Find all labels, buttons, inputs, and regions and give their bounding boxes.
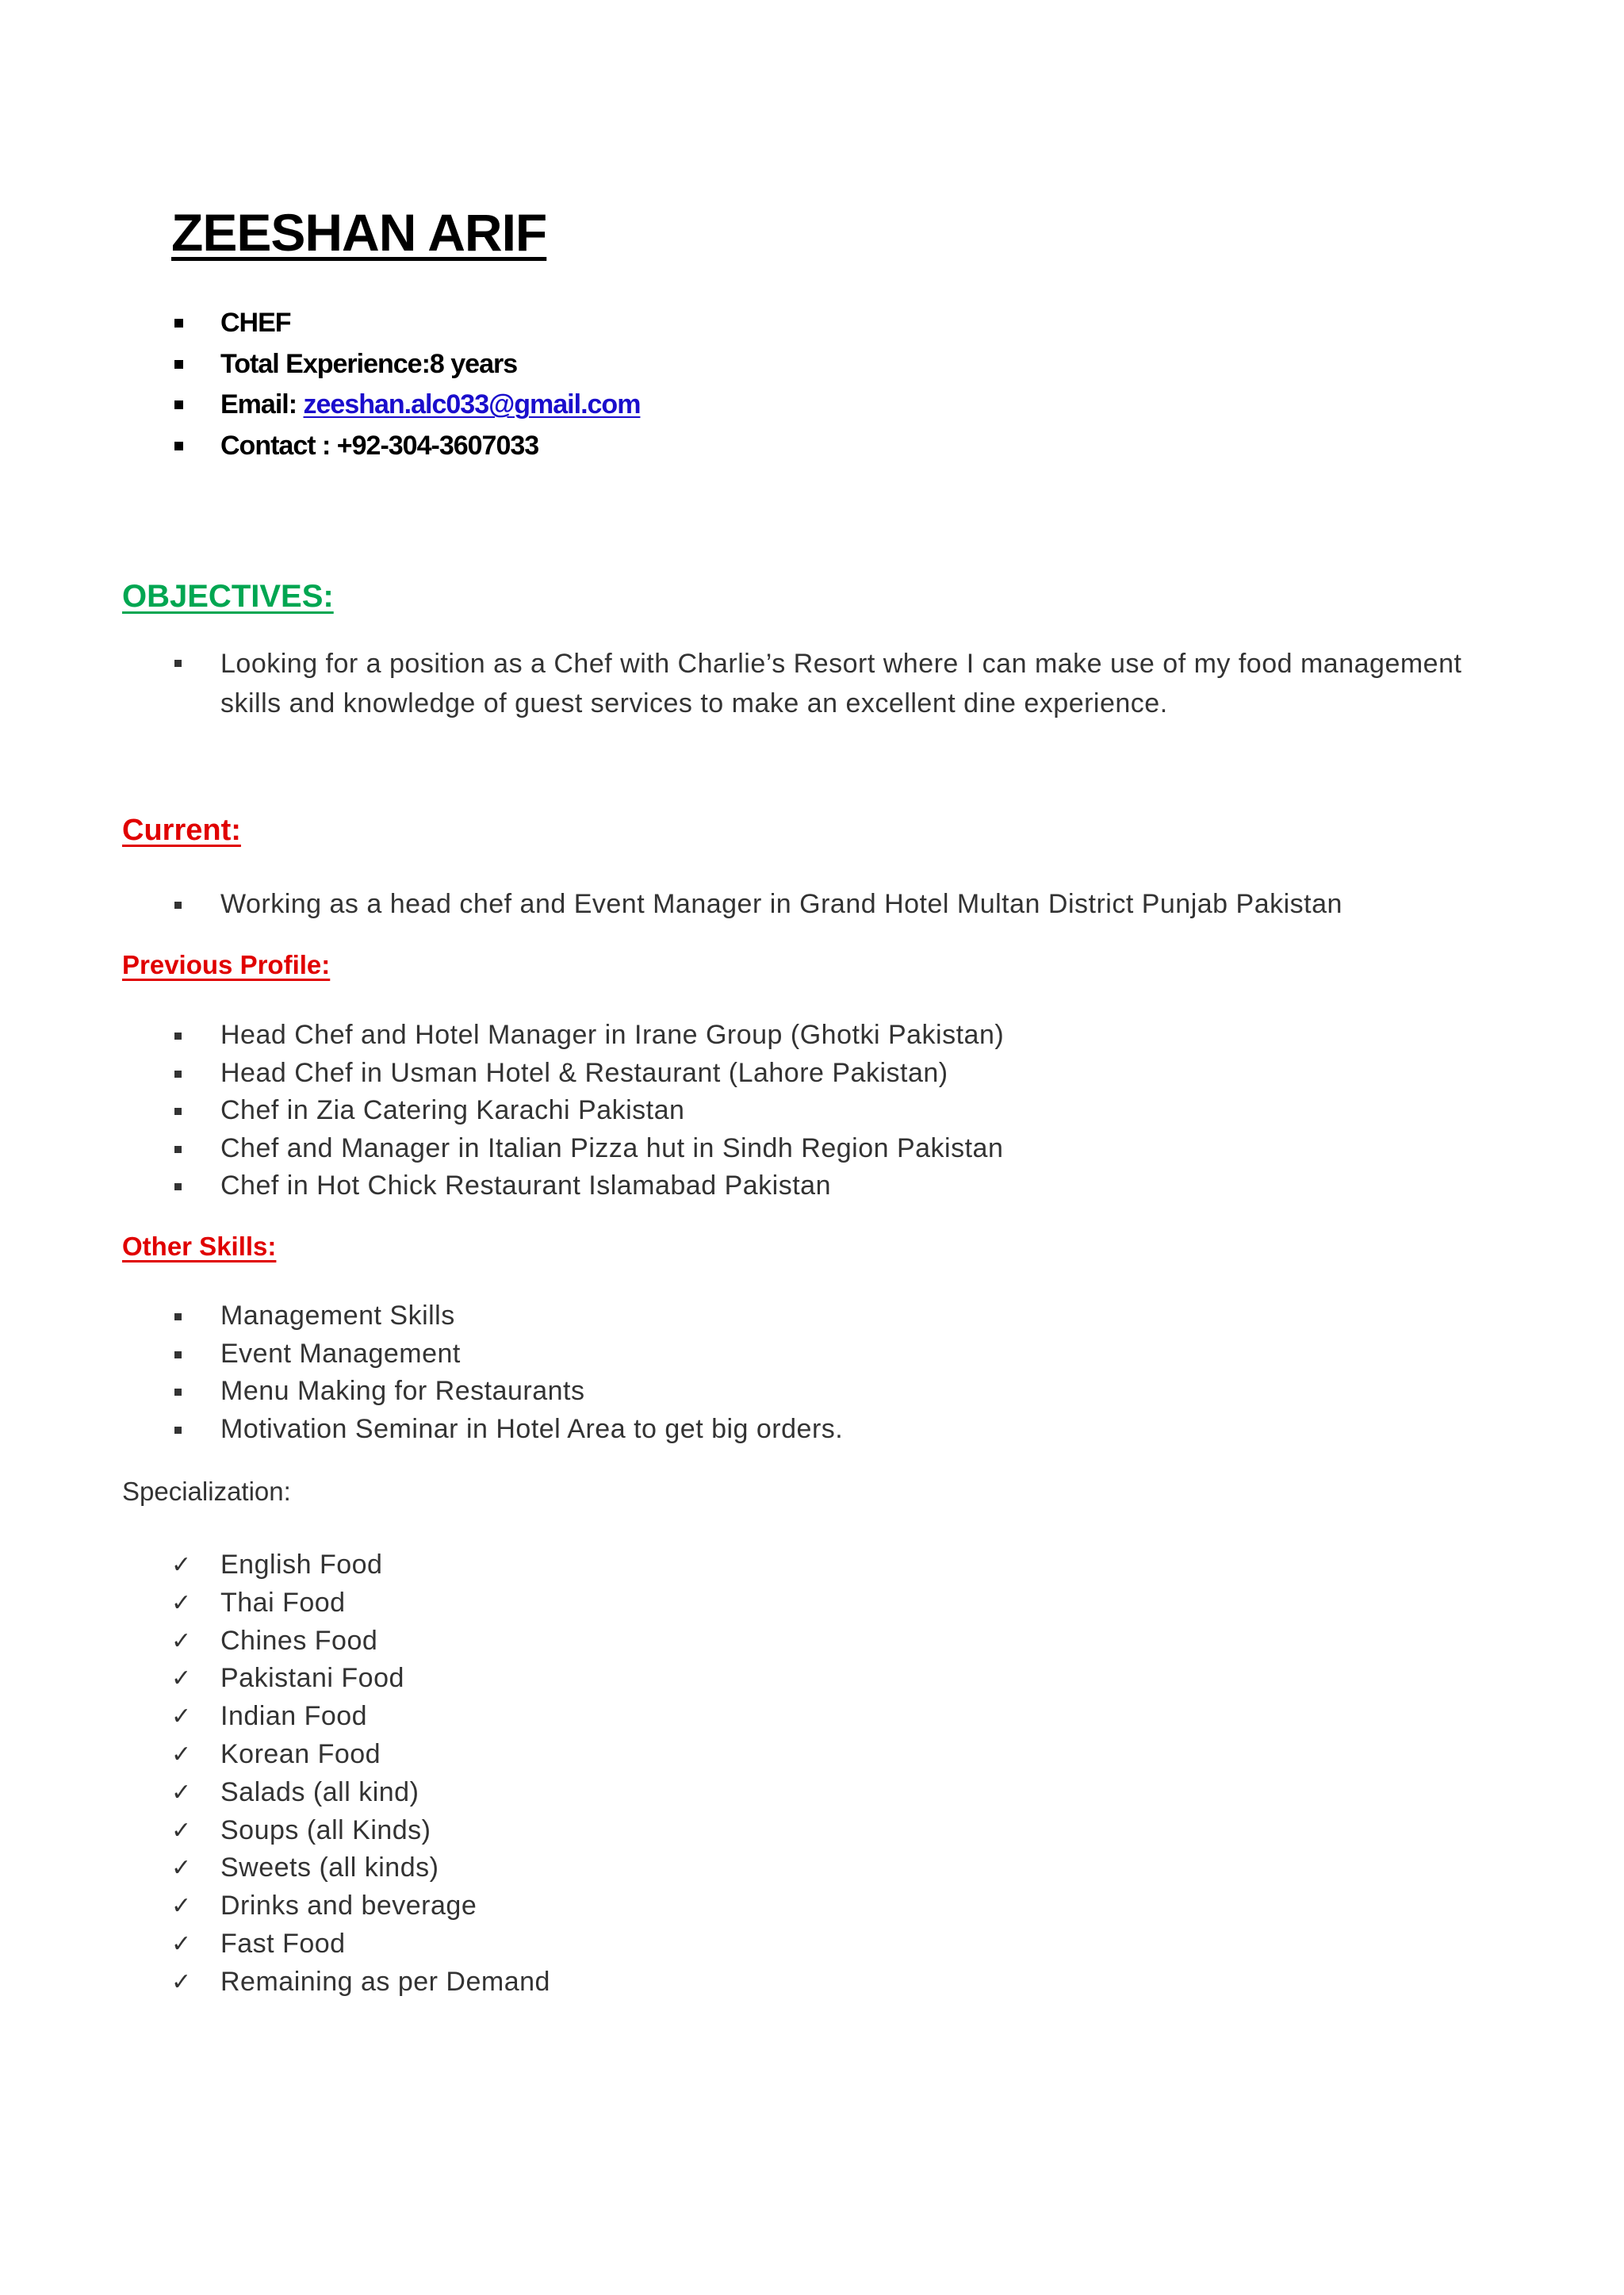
checkmark-icon: ✓ bbox=[171, 1854, 192, 1883]
square-bullet-icon bbox=[174, 1071, 182, 1078]
square-bullet-icon bbox=[174, 1183, 182, 1190]
checkmark-icon: ✓ bbox=[171, 1703, 192, 1731]
objectives-list bbox=[171, 644, 1505, 723]
current-list bbox=[171, 886, 1342, 924]
checkmark-icon: ✓ bbox=[171, 1626, 192, 1655]
square-bullet-icon bbox=[174, 1427, 182, 1434]
square-bullet-icon bbox=[174, 1108, 182, 1115]
list-item bbox=[171, 1546, 550, 1584]
email-link[interactable]: zeeshan.alc033@gmail.com bbox=[303, 389, 641, 420]
skill-text: Motivation Seminar in Hotel Area to get big orders. bbox=[220, 1413, 844, 1444]
email-label: Email: bbox=[220, 389, 297, 420]
square-bullet-icon bbox=[174, 1313, 182, 1320]
list-item bbox=[171, 1130, 1004, 1168]
header-item-contact bbox=[171, 426, 640, 467]
list-item bbox=[171, 1698, 550, 1736]
specialization-heading: Specialization: bbox=[122, 1477, 291, 1506]
previous-text: Chef in Hot Chick Restaurant Islamabad Pakistan bbox=[220, 1170, 831, 1201]
specialization-text: Soups (all Kinds) bbox=[220, 1814, 431, 1845]
specialization-text: Indian Food bbox=[220, 1701, 368, 1732]
experience-value: 8 years bbox=[429, 348, 518, 379]
other-skills-heading: Other Skills: bbox=[122, 1232, 277, 1261]
list-item bbox=[171, 1812, 550, 1850]
square-bullet-icon bbox=[174, 1351, 182, 1358]
previous-text: Chef and Manager in Italian Pizza hut in Sindh Region Pakistan bbox=[220, 1132, 1004, 1163]
list-item bbox=[171, 1373, 843, 1411]
square-bullet-icon bbox=[174, 442, 183, 450]
specialization-text: Remaining as per Demand bbox=[220, 1966, 550, 1997]
list-item bbox=[171, 1849, 550, 1887]
square-bullet-icon bbox=[174, 902, 182, 909]
list-item bbox=[171, 1887, 550, 1925]
square-bullet-icon bbox=[174, 660, 182, 667]
list-item bbox=[171, 1584, 550, 1623]
list-item bbox=[171, 1297, 843, 1335]
square-bullet-icon bbox=[174, 1033, 182, 1040]
specialization-text: English Food bbox=[220, 1550, 383, 1580]
specialization-text: Korean Food bbox=[220, 1738, 381, 1769]
specialization-text: Pakistani Food bbox=[220, 1663, 404, 1694]
list-item bbox=[171, 1017, 1004, 1055]
other-skills-list bbox=[171, 1297, 843, 1448]
specialization-text: Salads (all kind) bbox=[220, 1776, 419, 1807]
experience-label: Total Experience: bbox=[220, 348, 430, 379]
specialization-list bbox=[171, 1546, 550, 2002]
objectives-heading: OBJECTIVES: bbox=[122, 579, 334, 614]
list-item bbox=[171, 1055, 1004, 1093]
square-bullet-icon bbox=[174, 1146, 182, 1153]
checkmark-icon: ✓ bbox=[171, 1740, 192, 1768]
checkmark-icon: ✓ bbox=[171, 1588, 192, 1617]
skill-text: Event Management bbox=[220, 1338, 461, 1369]
header-item-experience bbox=[171, 344, 640, 385]
square-bullet-icon bbox=[174, 400, 183, 409]
specialization-text: Drinks and beverage bbox=[220, 1891, 477, 1921]
specialization-text: Thai Food bbox=[220, 1587, 346, 1618]
previous-profile-heading: Previous Profile: bbox=[122, 950, 331, 979]
job-title: CHEF bbox=[220, 308, 291, 338]
checkmark-icon: ✓ bbox=[171, 1816, 192, 1845]
list-item bbox=[171, 644, 1505, 723]
checkmark-icon: ✓ bbox=[171, 1929, 192, 1958]
specialization-text: Chines Food bbox=[220, 1625, 378, 1656]
previous-text: Head Chef and Hotel Manager in Irane Group (Ghotki Pakistan) bbox=[220, 1020, 1005, 1050]
objective-text: Looking for a position as a Chef with Charlie’s Resort where I can make use of my food management skills and knowledge of guest services to make an excellent dine experience. bbox=[220, 649, 1462, 718]
list-item bbox=[171, 1092, 1004, 1130]
list-item bbox=[171, 1736, 550, 1774]
list-item bbox=[171, 1167, 1004, 1205]
list-item bbox=[171, 1411, 843, 1449]
contact-value: +92-304-3607033 bbox=[336, 430, 539, 461]
square-bullet-icon bbox=[174, 360, 183, 369]
current-text: Working as a head chef and Event Manager in Grand Hotel Multan District Punjab Pakistan bbox=[220, 889, 1342, 919]
previous-profile-list bbox=[171, 1017, 1004, 1205]
candidate-name: ZEESHAN ARIF bbox=[171, 203, 547, 262]
list-item bbox=[171, 1925, 550, 1964]
list-item bbox=[171, 886, 1342, 924]
current-heading: Current: bbox=[122, 814, 241, 847]
header-item-email bbox=[171, 385, 640, 426]
list-item bbox=[171, 1660, 550, 1698]
specialization-text: Sweets (all kinds) bbox=[220, 1852, 439, 1883]
specialization-text: Fast Food bbox=[220, 1928, 346, 1959]
skill-text: Menu Making for Restaurants bbox=[220, 1376, 585, 1406]
checkmark-icon: ✓ bbox=[171, 1665, 192, 1693]
square-bullet-icon bbox=[174, 1389, 182, 1396]
list-item bbox=[171, 1623, 550, 1661]
header-info-list bbox=[171, 303, 640, 466]
list-item bbox=[171, 1774, 550, 1812]
checkmark-icon: ✓ bbox=[171, 1551, 192, 1579]
checkmark-icon: ✓ bbox=[171, 1892, 192, 1921]
previous-text: Chef in Zia Catering Karachi Pakistan bbox=[220, 1095, 685, 1125]
skill-text: Management Skills bbox=[220, 1301, 455, 1331]
previous-text: Head Chef in Usman Hotel & Restaurant (Lahore Pakistan) bbox=[220, 1057, 948, 1088]
list-item bbox=[171, 1964, 550, 2002]
square-bullet-icon bbox=[174, 319, 183, 328]
header-item-title bbox=[171, 303, 640, 344]
list-item bbox=[171, 1335, 843, 1374]
contact-label: Contact : bbox=[220, 430, 331, 461]
checkmark-icon: ✓ bbox=[171, 1778, 192, 1806]
checkmark-icon: ✓ bbox=[171, 1967, 192, 1996]
